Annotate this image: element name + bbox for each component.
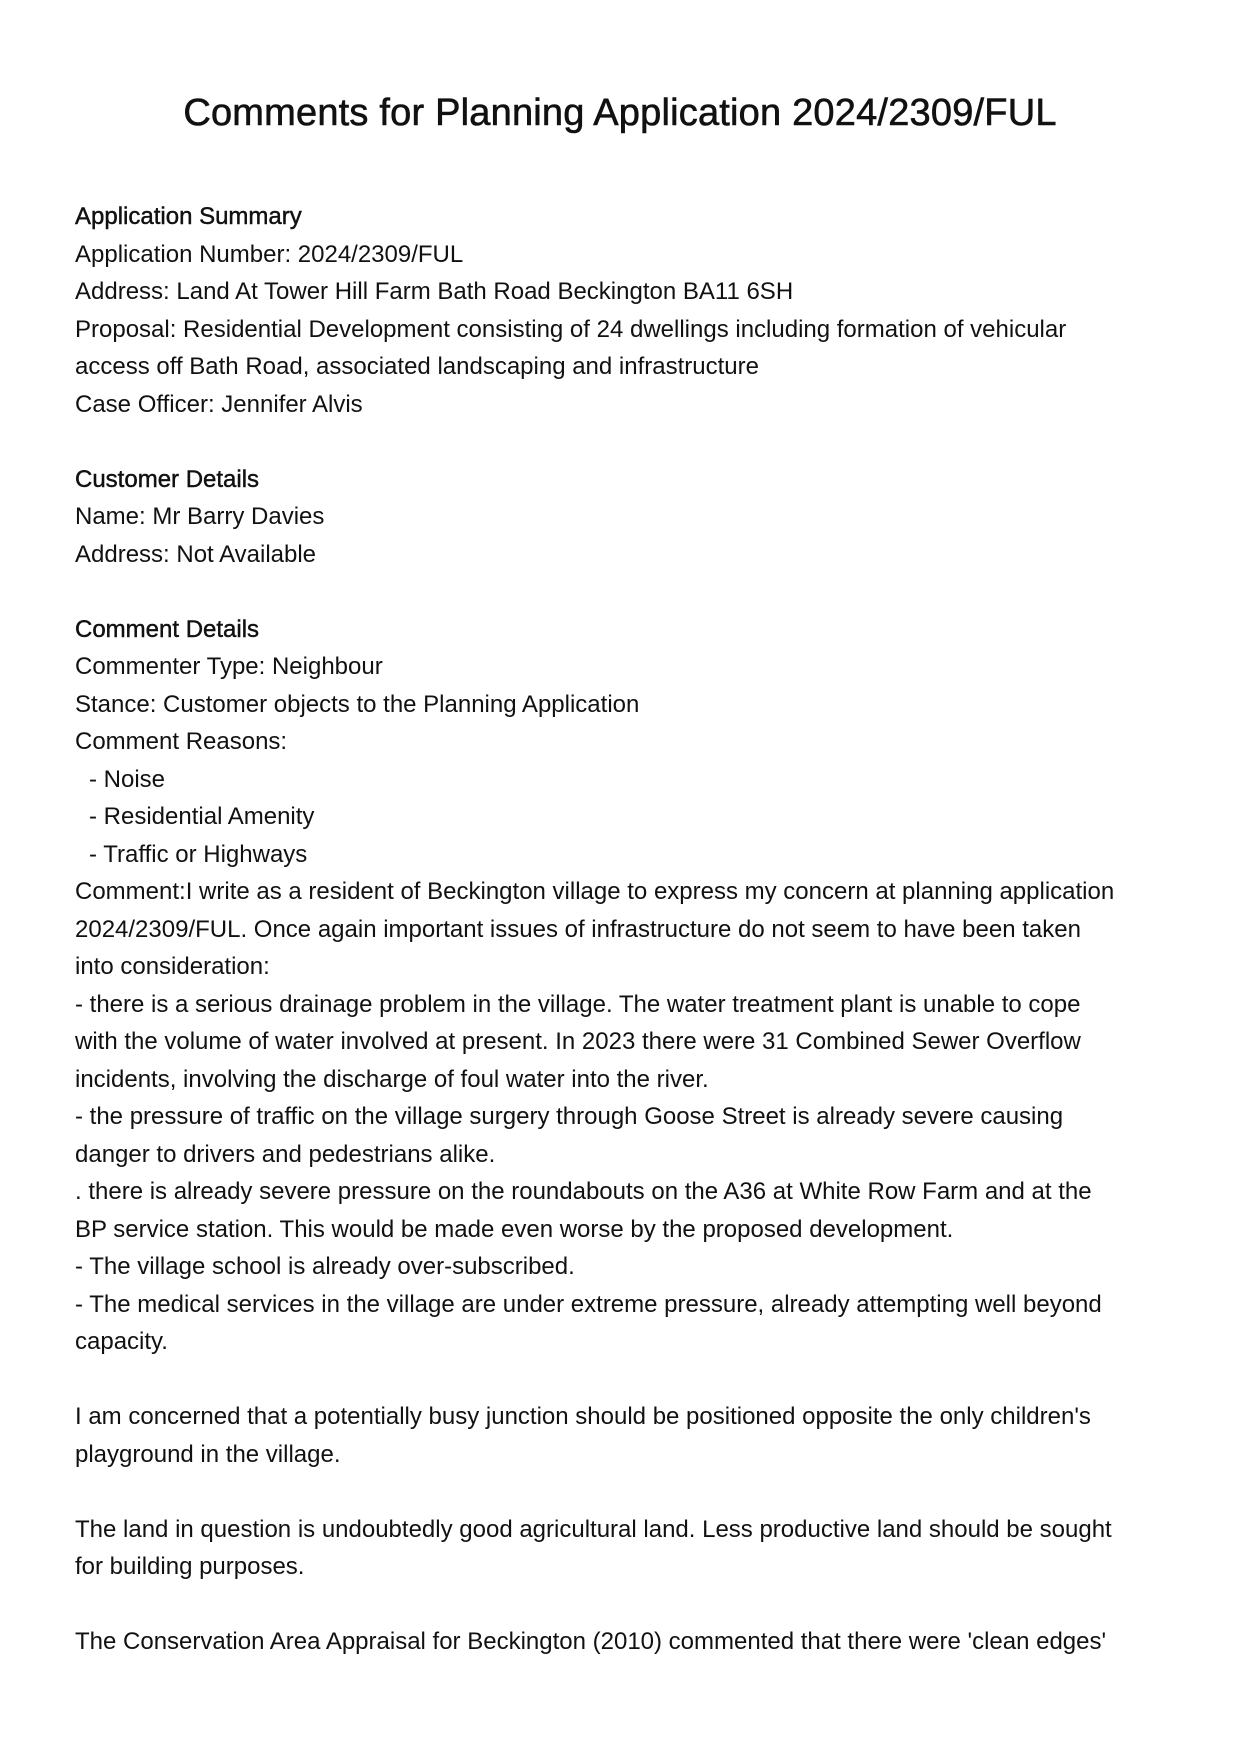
section-spacer xyxy=(75,573,1170,611)
comment-line: with the volume of water involved at present. In 2023 there were 31 Combined Sewer Overflow xyxy=(75,1028,1081,1055)
comment-line: BP service station. This would be made even worse by the proposed development. xyxy=(75,1215,954,1243)
comment-line: playground in the village. xyxy=(75,1440,341,1468)
comment-line: danger to drivers and pedestrians alike. xyxy=(75,1140,496,1168)
customer-details-section xyxy=(75,461,1170,574)
comment-line: incidents, involving the discharge of foul water into the river. xyxy=(75,1065,709,1093)
comment-reason-item: - Traffic or Highways xyxy=(89,840,308,868)
proposal-line: access off Bath Road, associated landscaping and infrastructure xyxy=(75,353,759,380)
paragraph-spacer xyxy=(75,1586,1170,1624)
application-number: Application Number: 2024/2309/FUL xyxy=(75,240,464,268)
document-body xyxy=(75,198,1170,1661)
application-summary-heading: Application Summary xyxy=(75,203,302,230)
application-address: Address: Land At Tower Hill Farm Bath Road Beckington BA11 6SH xyxy=(75,278,794,305)
comment-reason-item: - Noise xyxy=(89,765,166,793)
customer-address: Address: Not Available xyxy=(75,540,317,568)
comment-line: The Conservation Area Appraisal for Beckington (2010) commented that there were 'clean edges' xyxy=(75,1628,1107,1655)
paragraph-spacer xyxy=(75,1361,1170,1399)
comment-line: capacity. xyxy=(75,1328,168,1355)
comment-reasons-label: Comment Reasons: xyxy=(75,728,288,755)
comment-line: . there is already severe pressure on the roundabouts on the A36 at White Row Farm and at the xyxy=(75,1178,1092,1205)
comment-line: into consideration: xyxy=(75,953,270,980)
application-summary-section xyxy=(75,198,1170,423)
case-officer: Case Officer: Jennifer Alvis xyxy=(75,390,363,418)
comment-line: I am concerned that a potentially busy junction should be positioned opposite the only children's xyxy=(75,1403,1091,1430)
comment-text xyxy=(75,873,1170,1361)
comment-reason-item: - Residential Amenity xyxy=(89,803,315,830)
comment-line: 2024/2309/FUL. Once again important issues of infrastructure do not seem to have been taken xyxy=(75,915,1081,943)
commenter-type: Commenter Type: Neighbour xyxy=(75,653,383,680)
comment-paragraph-agricultural-land xyxy=(75,1511,1170,1586)
comment-details-section xyxy=(75,611,1170,1661)
customer-name: Name: Mr Barry Davies xyxy=(75,503,325,530)
comment-line: Comment:I write as a resident of Beckington village to express my concern at planning application xyxy=(75,878,1115,905)
comment-line: The land in question is undoubtedly good agricultural land. Less productive land should be sought xyxy=(75,1515,1112,1543)
comment-line: - The medical services in the village are under extreme pressure, already attempting well beyond xyxy=(75,1290,1102,1318)
comment-line: - there is a serious drainage problem in the village. The water treatment plant is unable to cope xyxy=(75,990,1081,1018)
comment-paragraph-playground xyxy=(75,1398,1170,1473)
comment-line: for building purposes. xyxy=(75,1553,305,1580)
section-spacer xyxy=(75,423,1170,461)
paragraph-spacer xyxy=(75,1473,1170,1511)
comment-line: - the pressure of traffic on the village surgery through Goose Street is already severe causing xyxy=(75,1103,1064,1130)
customer-details-heading: Customer Details xyxy=(75,465,260,493)
page-title: Comments for Planning Application 2024/2309/FUL xyxy=(183,92,1057,134)
proposal-line: Proposal: Residential Development consisting of 24 dwellings including formation of vehicular xyxy=(75,315,1067,343)
comment-details-heading: Comment Details xyxy=(75,615,260,643)
stance: Stance: Customer objects to the Planning Application xyxy=(75,690,640,718)
comment-line: - The village school is already over-subscribed. xyxy=(75,1253,575,1280)
comment-paragraph-conservation xyxy=(75,1623,1170,1661)
